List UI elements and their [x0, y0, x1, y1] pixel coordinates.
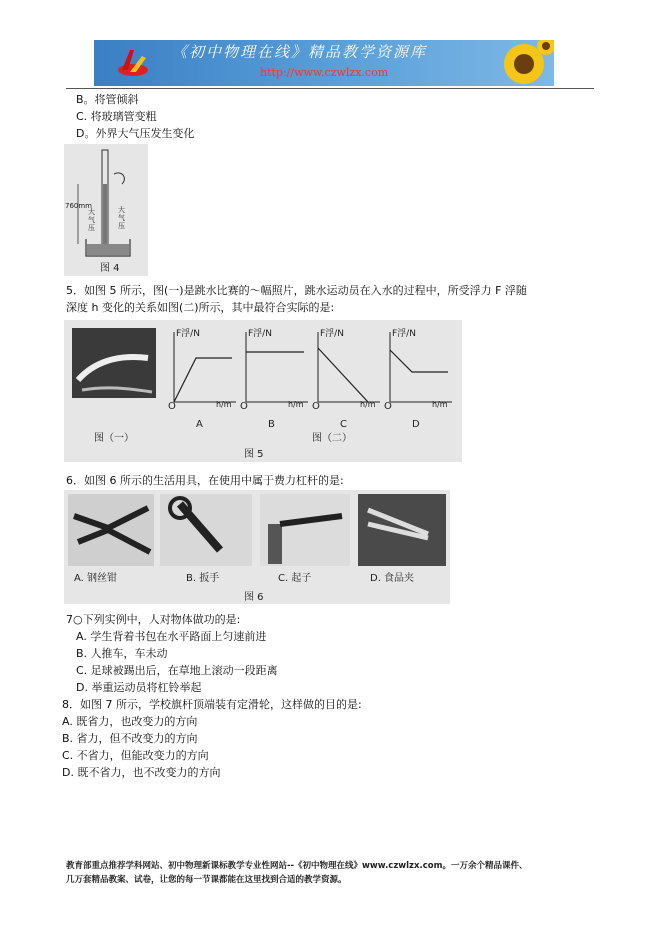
fig4-air-pressure-label-right: 大气压 — [118, 206, 125, 230]
site-logo-icon — [116, 46, 150, 80]
header-divider — [66, 88, 594, 89]
fig4-760-label: 760mm — [65, 202, 92, 210]
q4-option-b: B。将管倾斜 — [76, 93, 139, 106]
fig6-item-c: C. 起子 — [278, 573, 312, 584]
q8-option-a: A. 既省力，也改变力的方向 — [62, 715, 198, 728]
footer-line-2: 几万套精品教案、试卷，让您的每一节课都能在这里找到合适的教学资源。 — [66, 875, 347, 885]
bottle-opener-illustration — [260, 494, 350, 566]
fig6-item-a: A. 钢丝钳 — [74, 573, 118, 584]
fig6-item-d: D. 食品夹 — [370, 573, 415, 584]
q8-line-1: 8．如图 7 所示，学校旗杆顶端装有定滑轮，这样做的目的是: — [62, 698, 362, 711]
graph-a-label: A — [196, 419, 203, 430]
graph-b-y-label: F浮/N — [248, 329, 272, 339]
q8-option-c: C. 不省力，但能改变力的方向 — [62, 749, 209, 762]
figure-6 — [64, 490, 450, 604]
q8-option-d: D. 既不省力，也不改变力的方向 — [62, 766, 221, 779]
page-footer — [66, 859, 596, 887]
graph-c-origin: O — [312, 401, 320, 412]
graph-d-x-label: h/m — [432, 400, 448, 409]
graph-b-label: B — [268, 419, 275, 430]
pliers-illustration — [68, 494, 154, 566]
q5-line-1: 5．如图 5 所示，图(一)是跳水比赛的～幅照片，跳水运动员在入水的过程中，所受浮力 F 浮随 — [66, 284, 527, 297]
fig5-caption: 图 5 — [244, 449, 264, 460]
q8-option-b: B. 省力，但不改变力的方向 — [62, 732, 198, 745]
q7-option-b: B. 人推车，车未动 — [76, 647, 168, 660]
graph-c-y-label: F浮/N — [320, 329, 344, 339]
q7-line-1: 7○下列实例中，人对物体做功的是: — [66, 613, 241, 626]
figure-5 — [64, 320, 462, 462]
footer-line-1: 教育部重点推荐学科网站、初中物理新课标教学专业性网站--《初中物理在线》www.czwlzx.com。一万余个精品课件、 — [66, 861, 528, 871]
wrench-illustration — [160, 494, 252, 566]
q4-option-d: D。外界大气压发生变化 — [76, 127, 195, 140]
figure-4 — [64, 144, 148, 276]
graph-c-label: C — [340, 419, 347, 430]
graph-d-label: D — [412, 419, 420, 430]
sunflower-icon — [494, 40, 554, 86]
fig5-label-two: 图（二） — [312, 433, 352, 444]
q7-option-c: C. 足球被踢出后，在草地上滚动一段距离 — [76, 664, 278, 677]
graph-c-x-label: h/m — [360, 400, 376, 409]
food-tongs-illustration — [358, 494, 446, 566]
diving-photo — [72, 328, 156, 398]
q6-line-1: 6．如图 6 所示的生活用具，在使用中属于费力杠杆的是: — [66, 474, 344, 487]
fig4-caption: 图 4 — [100, 263, 120, 274]
graph-d-origin: O — [384, 401, 392, 412]
header-banner — [94, 40, 554, 86]
graph-b-origin: O — [240, 401, 248, 412]
graph-a-origin: O — [168, 401, 176, 412]
fig4-air-pressure-label-left: 大气压 — [88, 208, 95, 232]
header-url[interactable]: http://www.czwlzx.com — [260, 66, 389, 79]
fig5-label-one: 图（一） — [94, 433, 134, 444]
graph-a-x-label: h/m — [216, 400, 232, 409]
header-title: 《初中物理在线》精品教学资源库 — [172, 43, 428, 61]
fig6-item-b: B. 扳手 — [186, 573, 220, 584]
q7-option-a: A. 学生背着书包在水平路面上匀速前进 — [76, 630, 267, 643]
graph-b-x-label: h/m — [288, 400, 304, 409]
q5-line-2: 深度 h 变化的关系如图(二)所示，其中最符合实际的是: — [66, 301, 335, 314]
q7-option-d: D. 举重运动员将杠铃举起 — [76, 681, 202, 694]
graph-a-y-label: F浮/N — [176, 329, 200, 339]
q4-option-c: C. 将玻璃管变粗 — [76, 110, 157, 123]
graph-d-y-label: F浮/N — [392, 329, 416, 339]
fig6-caption: 图 6 — [244, 592, 264, 603]
